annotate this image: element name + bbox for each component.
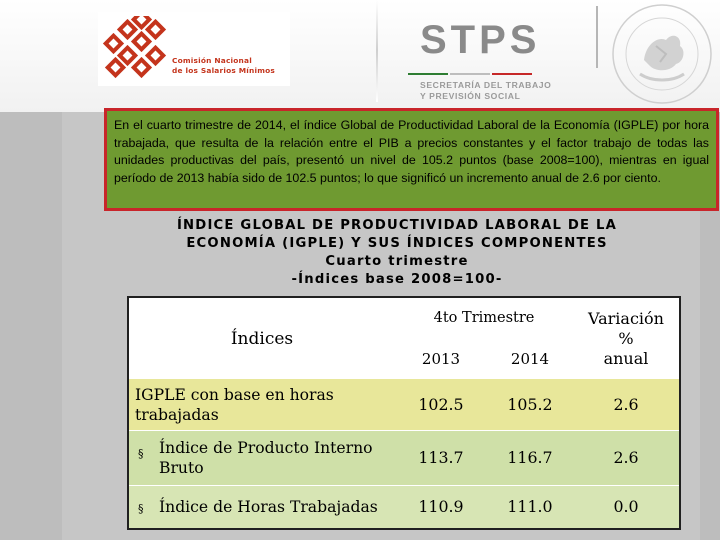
summary-text-box: En el cuarto trimestre de 2014, el índice Global de Productividad Laboral de la Economía (IGPLE) por hora trabajada, que resulta de la relación entre el PIB a precios constantes y el factor trabajo de todas las unidades productivas del país, presentó un nivel de 105.2 puntos (base 2008=100), mientras en igual período de 2013 había sido de 102.5 puntos; lo que significó un incremento anual de 2.6 por ciento. — [104, 108, 719, 211]
indices-table — [127, 296, 681, 530]
row-label: Índice de Producto Interno Bruto — [159, 438, 373, 477]
stps-tricolor-line-icon — [408, 71, 532, 77]
header-year-2013: 2013 — [421, 349, 461, 368]
cnsm-logo-line: Comisión Nacional — [172, 56, 252, 65]
header-variation-line: % — [618, 328, 634, 348]
header-separator — [596, 6, 598, 68]
header-variation — [573, 298, 679, 379]
row-value-2013: 102.5 — [418, 395, 464, 414]
cnsm-logo — [98, 12, 290, 86]
title-line: Cuarto trimestre — [325, 254, 469, 269]
stps-subtitle-line: SECRETARÍA DEL TRABAJO — [420, 80, 552, 90]
title-line: ÍNDICE GLOBAL DE PRODUCTIVIDAD LABORAL DE LA — [176, 218, 618, 233]
row-value-2013: 110.9 — [418, 497, 464, 516]
row-value-2013: 113.7 — [418, 448, 464, 467]
cnsm-logo-text — [172, 56, 292, 76]
row-value-2014: 116.7 — [507, 448, 553, 467]
header-divider — [376, 0, 378, 102]
bullet-icon: § — [138, 502, 144, 515]
row-label: Índice de Horas Trabajadas — [159, 497, 378, 516]
header-variation-line: Variación — [588, 308, 664, 328]
header-quarter: 4to Trimestre — [433, 310, 535, 326]
header-year-2014: 2014 — [510, 349, 550, 368]
mexican-coat-of-arms-seal-icon — [610, 2, 714, 106]
left-band — [0, 112, 62, 540]
row-variation: 2.6 — [613, 395, 639, 414]
bullet-icon: § — [138, 447, 144, 460]
stps-logo-subtitle — [420, 80, 551, 102]
title-line: -Índices base 2008=100- — [291, 272, 503, 287]
header-variation-line: anual — [603, 348, 649, 368]
cnsm-logo-mark-icon — [102, 16, 170, 84]
row-label: IGPLE con base en horas trabajadas — [135, 385, 334, 424]
stps-logo-title: STPS — [420, 18, 541, 62]
row-value-2014: 111.0 — [507, 497, 553, 516]
title-line: ECONOMÍA (IGPLE) Y SUS ÍNDICES COMPONENTES — [186, 236, 608, 251]
row-variation: 2.6 — [613, 448, 639, 467]
row-value-2014: 105.2 — [507, 395, 553, 414]
table-title — [130, 217, 664, 289]
cnsm-logo-line: de los Salarios Mínimos — [172, 66, 275, 75]
header-indices: Índices — [230, 328, 294, 349]
stps-subtitle-line: Y PREVISIÓN SOCIAL — [420, 91, 521, 101]
row-variation: 0.0 — [613, 497, 639, 516]
